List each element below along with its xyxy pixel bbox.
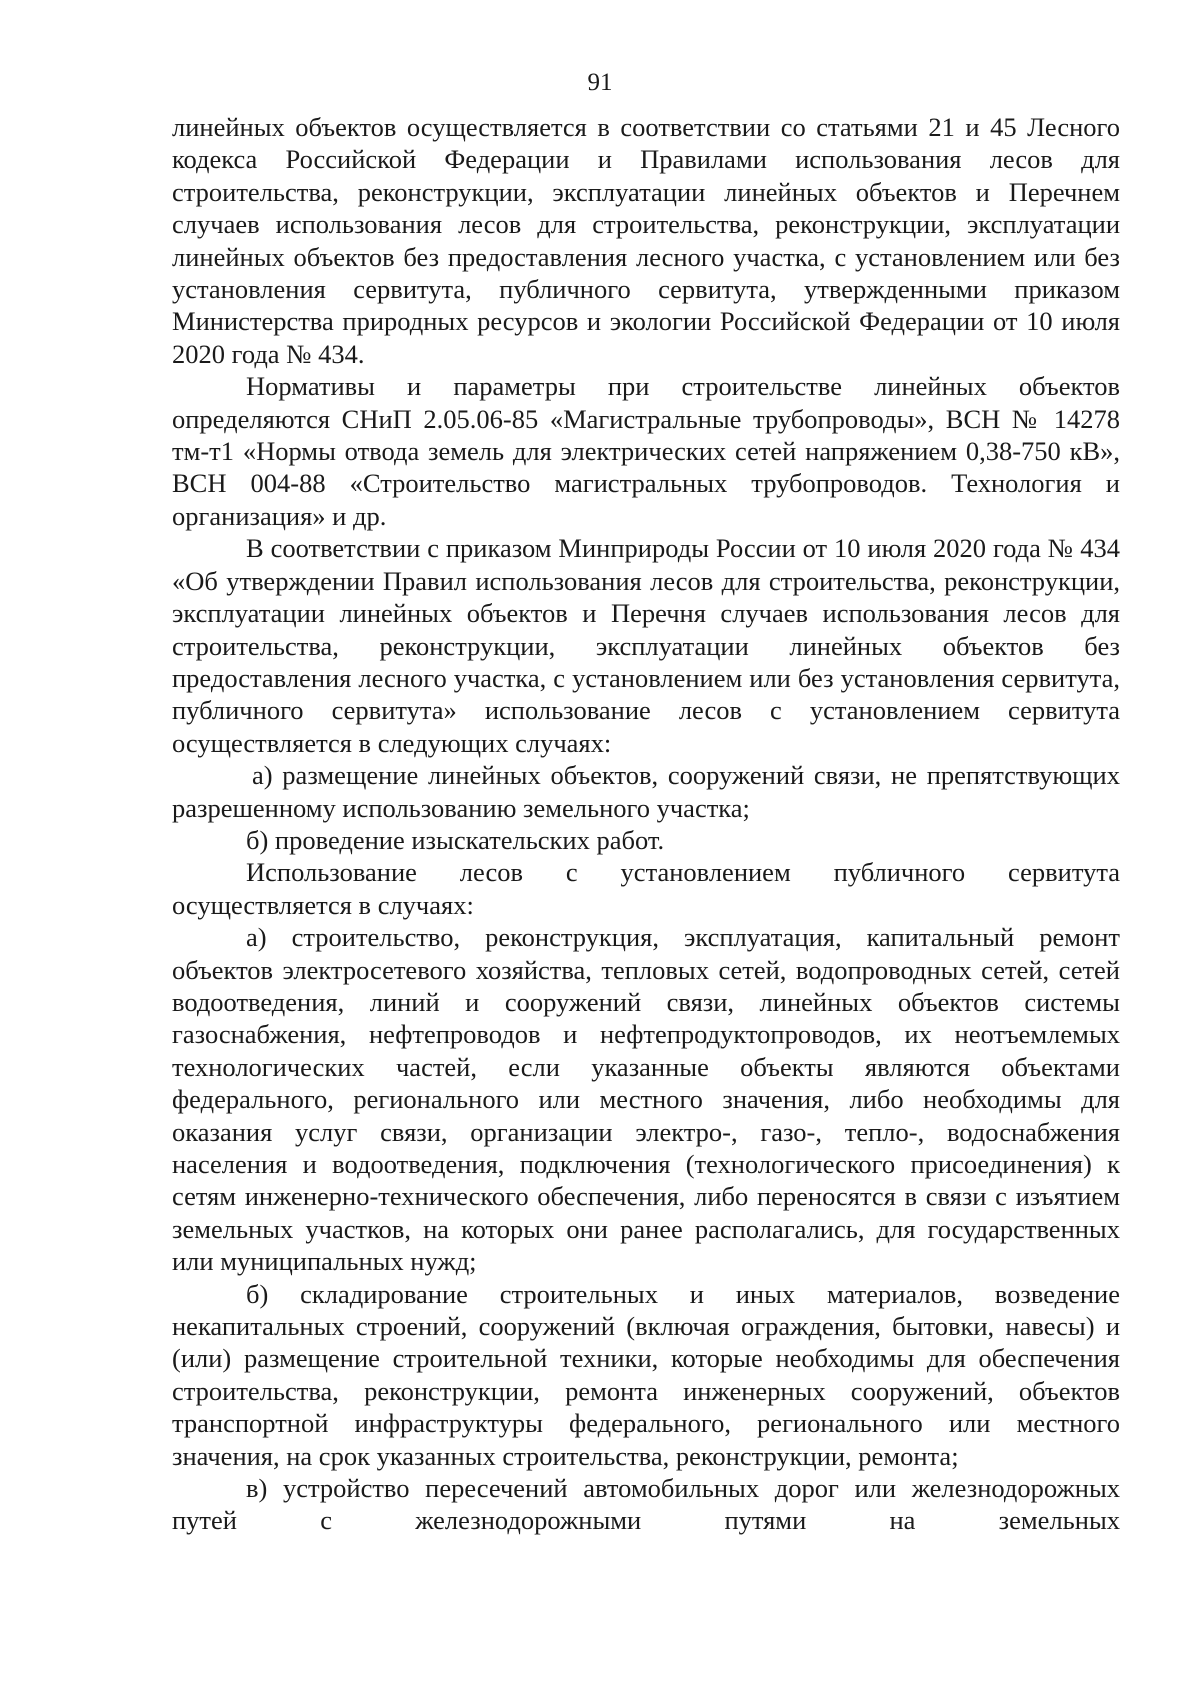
paragraph-forest-use-rules: линейных объектов осуществляется в соответствии со статьями 21 и 45 Лесного кодекса Российской Федерации и Правилами использования лесов для строительства, реконструкции, эксплуатации линейных объектов и Перечнем случаев использования лесов для строительства, реконструкции, эксплуатации линейных объектов без предоставления лесного участка, с установлением или без установления сервитута, публичного сервитута, утвержденными приказом Министерства природных ресурсов и экологии Российской Федерации от 10 июля 2020 года № 434. <box>172 112 1120 369</box>
list-item-public-servitude-c: в) устройство пересечений автомобильных дорог или железнодорожных путей с железнодорожными путями на земельных <box>172 1473 1120 1536</box>
document-body <box>172 111 1120 1537</box>
page-number: 91 <box>587 69 613 96</box>
list-item-public-servitude-a: а) строительство, реконструкция, эксплуатация, капитальный ремонт объектов электросетевого хозяйства, тепловых сетей, водопроводных сетей, сетей водоотведения, линий и сооружений связи, линейных объектов системы газоснабжения, нефтепроводов и нефтепродуктопроводов, их неотъемлемых технологических частей, если указанные объекты являются объектами федерального, регионального или местного значения, либо необходимы для оказания услуг связи, организации электро-, газо-, тепло-, водоснабжения населения и водоотведения, подключения (технологического присоединения) к сетям инженерно-технического обеспечения, либо переносятся в связи с изъятием земельных участков, на которых они ранее располагались, для государственных или муниципальных нужд; <box>172 922 1120 1277</box>
paragraph-construction-norms: Нормативы и параметры при строительстве линейных объектов определяются СНиП 2.05.06-85 «Магистральные трубопроводы», ВСН № 14278 тм-т1 «Нормы отвода земель для электрических сетей напряжением 0,38-750 кВ», ВСН 004-88 «Строительство магистральных трубопроводов. Технология и организация» и др. <box>172 371 1120 531</box>
list-item-public-servitude-b: б) складирование строительных и иных материалов, возведение некапитальных строений, сооружений (включая ограждения, бытовки, навесы) и (или) размещение строительной техники, которые необходимы для обеспечения строительства, реконструкции, ремонта инженерных сооружений, объектов транспортной инфраструктуры федерального, регионального или местного значения, на срок указанных строительства, реконструкции, ремонта; <box>172 1278 1120 1471</box>
paragraph-public-servitude-intro: Использование лесов с установлением публичного сервитута осуществляется в случаях: <box>172 857 1120 920</box>
paragraph-servitude-cases-intro: В соответствии с приказом Минприроды России от 10 июля 2020 года № 434 «Об утверждении Правил использования лесов для строительства, реконструкции, эксплуатации линейных объектов и Перечня случаев использования лесов для строительства, реконструкции, эксплуатации линейных объектов без предоставления лесного участка, с установлением или без установления сервитута, публичного сервитута» использование лесов с установлением сервитута осуществляется в следующих случаях: <box>172 533 1120 758</box>
list-item-servitude-a: а) размещение линейных объектов, сооружений связи, не препятствующих разрешенному использованию земельного участка; <box>172 760 1120 823</box>
list-item-servitude-b: б) проведение изыскательских работ. <box>246 824 665 855</box>
